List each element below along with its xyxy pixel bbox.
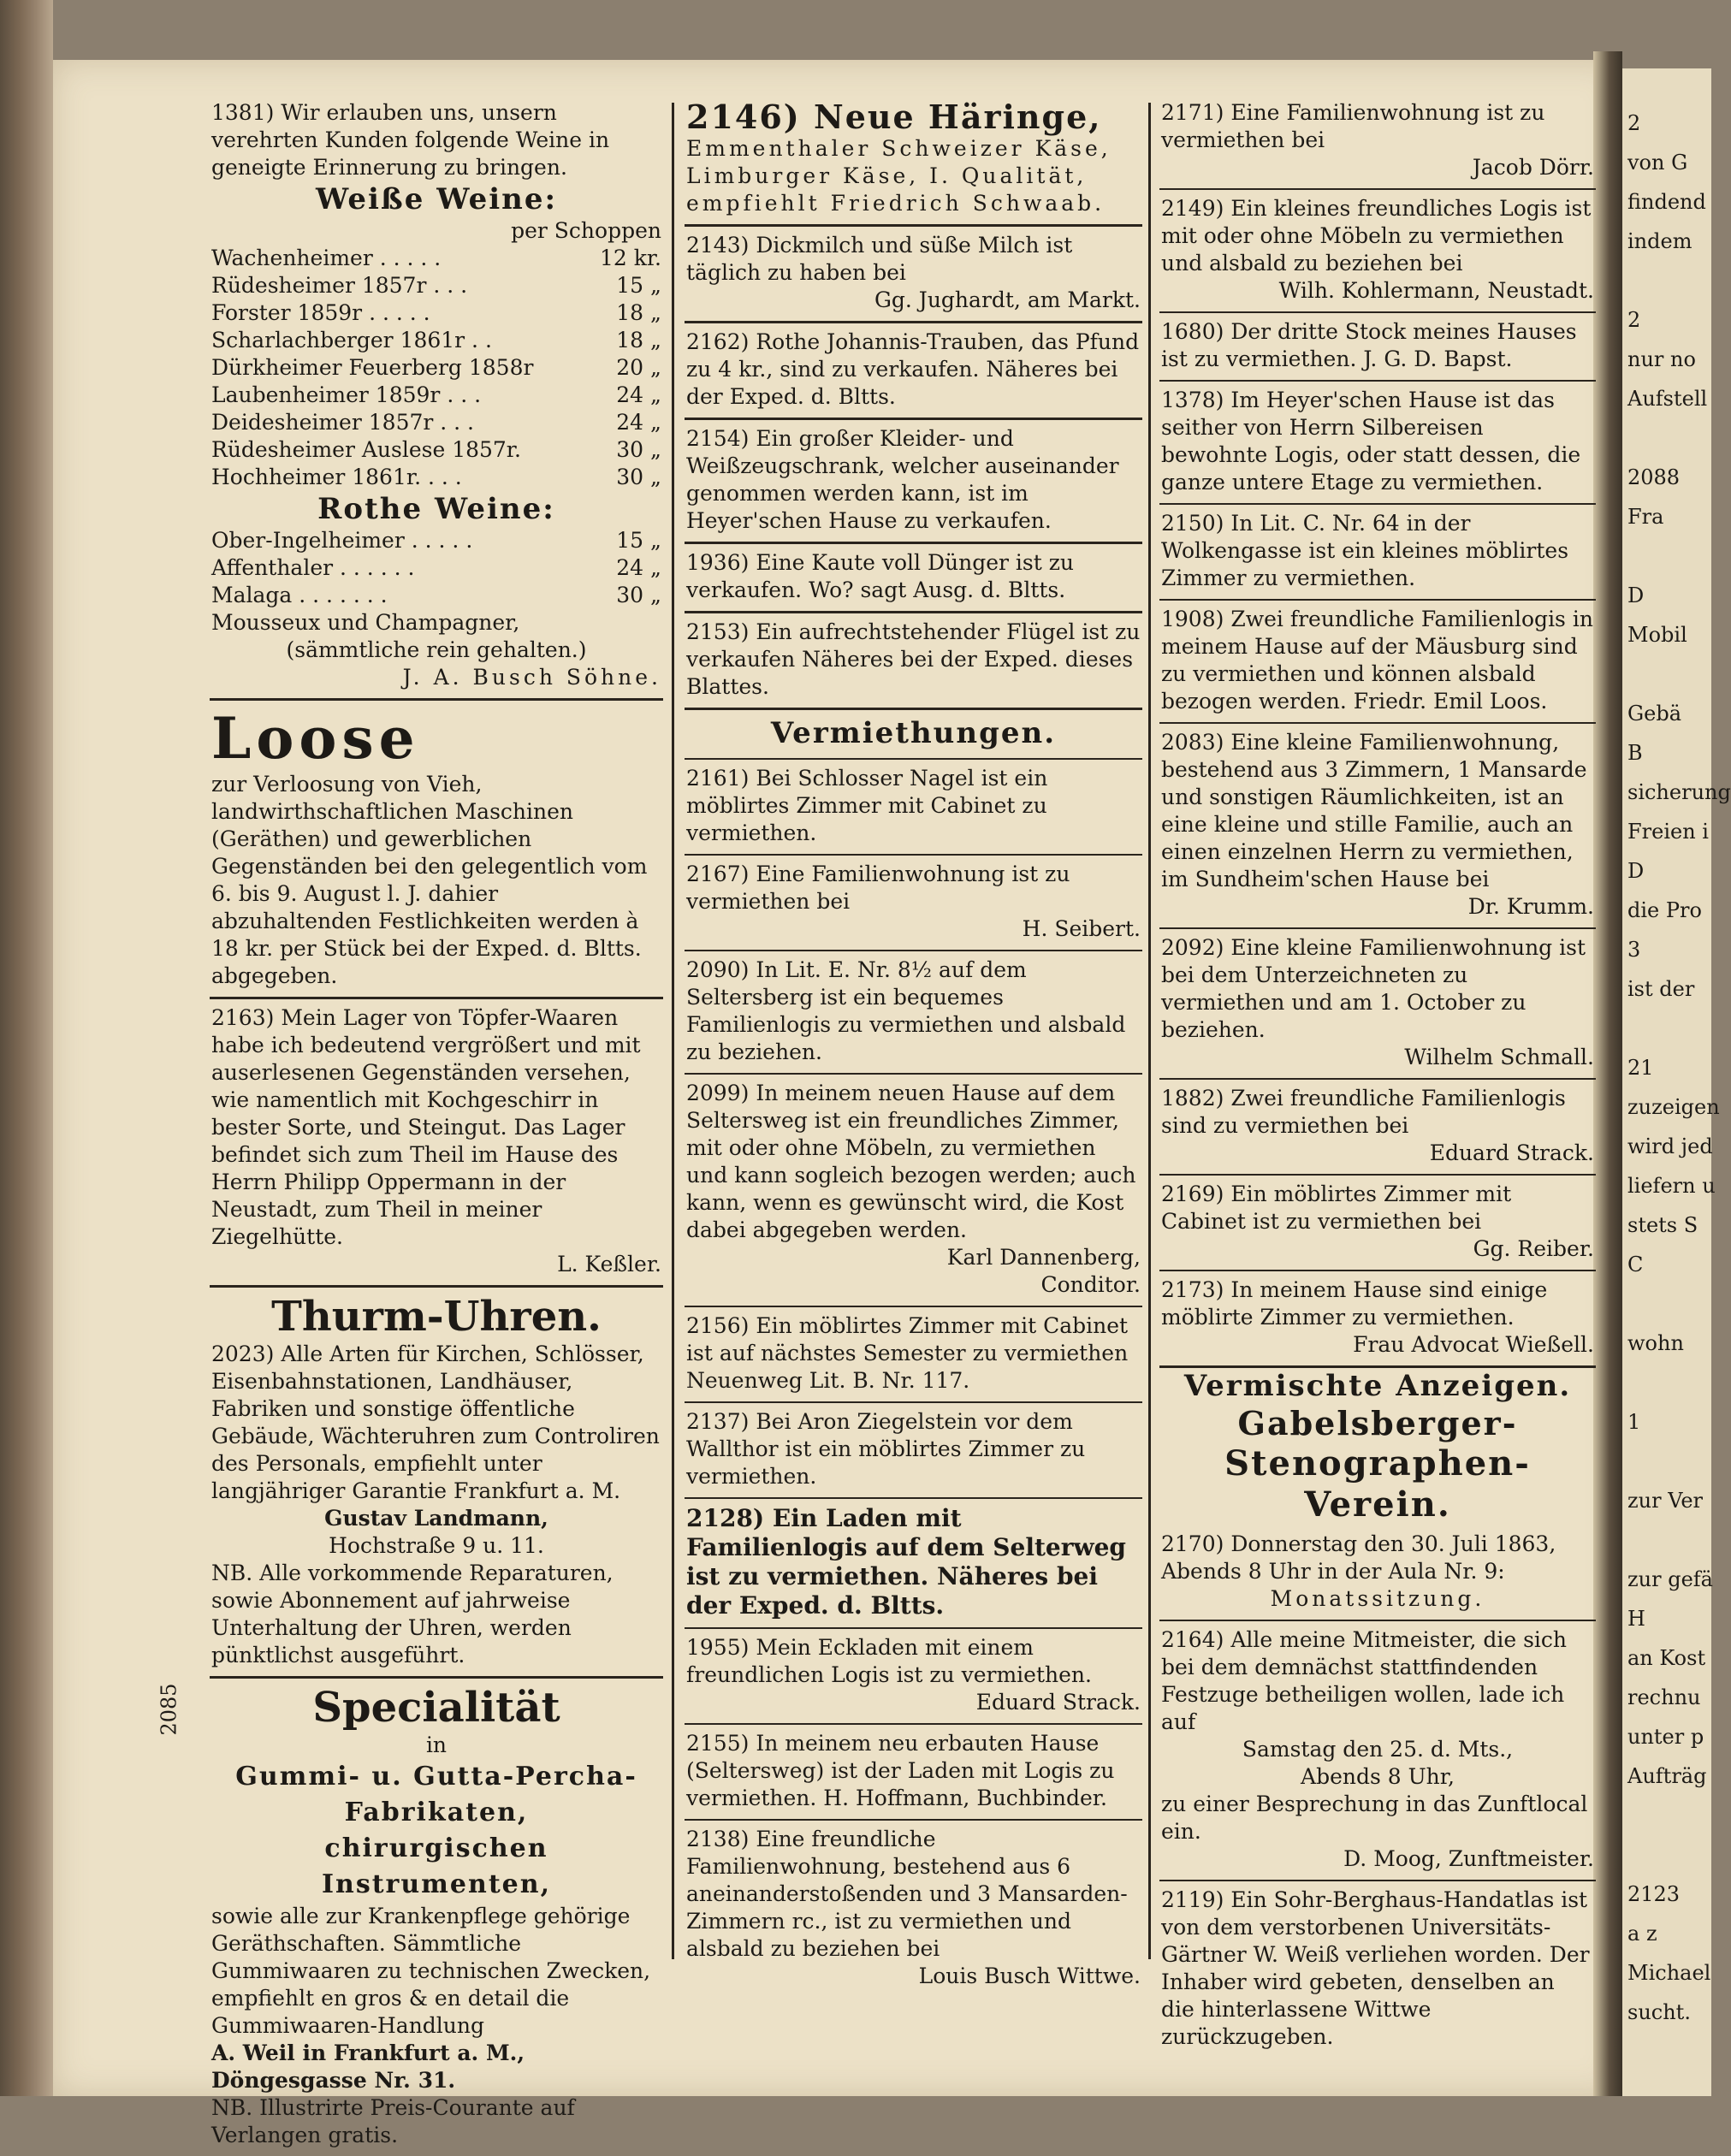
ad-signature: Wilh. Kohlermann, Neustadt. (1278, 278, 1594, 303)
ad-signature: Gg. Jughardt, am Markt. (874, 287, 1141, 312)
unit-label: per Schoppen (511, 218, 661, 243)
column-2 (685, 94, 1142, 1997)
ad-2173 (1159, 1271, 1596, 1368)
ad-text: sowie alle zur Krankenpflege gehörige Geräthschaften. Sämmtliche Gummiwaaren zu technischen Zwecken, empfiehlt en gros & en detail die Gummiwaaren-Handlung (211, 1904, 651, 2038)
right-page-line: zur gefä (1627, 1567, 1713, 1591)
right-page-line: die Pro (1627, 898, 1702, 922)
ad-note: NB. Illustrirte Preis-Courante auf Verlangen gratis. (211, 2095, 575, 2147)
ad-2128 (685, 1499, 1142, 1629)
ad-thurm-uhren (210, 1288, 663, 1679)
ad-text: 2023) Alle Arten für Kirchen, Schlösser, Eisenbahnstationen, Landhäuser, Fabriken und sonstige öffentliche Gebäude, Wächteruhren zum Controliren des Personals, empfiehlt unter langjähriger Garantie Frankfurt a. M. (211, 1342, 660, 1503)
ad-2153 (685, 613, 1142, 710)
ad-signature: Wilhelm Schmall. (1404, 1045, 1594, 1069)
ad-1908 (1159, 601, 1596, 724)
white-wine-table (211, 245, 661, 491)
right-page-line: 1 (1627, 1410, 1641, 1434)
right-page-line: Freien i (1627, 820, 1709, 844)
right-page-line: C (1627, 1253, 1644, 1276)
column-1 (157, 94, 663, 2156)
ad-text: 2153) Ein aufrechtstehender Flügel ist zu verkaufen Näheres bei der Exped. dieses Blattes. (686, 619, 1141, 699)
ad-text: 2154) Ein großer Kleider- und Weißzeugschrank, welcher auseinander genommen werden kann, ist im Heyer'schen Hause zu verkaufen. (686, 426, 1119, 533)
ad-text: zur Verloosung von Vieh, landwirthschaftlichen Maschinen (Geräthen) und gewerblichen Gegenständen bei den gelegentlich vom 6. bis 9. August l. J. dahier abzuhaltenden Festlichkeiten werden à 18 kr. per Stück bei der Exped. d. Bltts. abgegeben. (211, 772, 648, 988)
column-rule-2 (1148, 103, 1151, 1959)
ad-text: 2155) In meinem neu erbauten Hause (Seltersweg) ist der Laden mit Logis zu vermiethen. H. Hoffmann, Buchbinder. (686, 1731, 1115, 1810)
ad-signature: Dr. Krumm. (1467, 894, 1594, 919)
ad-text: 2119) Ein Sohr-Berghaus-Handatlas ist von dem verstorbenen Universitäts-Gärtner W. Weiß verliehen worden. Der Inhaber wird gebeten, denselben an die hinterlassene Wittwe zurückzugeben. (1161, 1887, 1590, 2049)
ad-text: 2164) Alle meine Mitmeister, die sich bei dem demnächst stattfindenden Festzuge betheiligen wollen, lade ich auf (1161, 1627, 1568, 1734)
table-row: Laubenheimer 1859r . . . 24 „ (211, 382, 661, 407)
right-page-line: zuzeigen (1627, 1095, 1720, 1119)
ad-signature: Eduard Strack. (1429, 1140, 1594, 1165)
ad-title: 2146) Neue Häringe, (686, 98, 1102, 136)
ad-signature: Karl Dannenberg, (946, 1245, 1141, 1270)
ad-text: 1680) Der dritte Stock meines Hauses ist zu vermiethen. J. G. D. Bapst. (1161, 319, 1577, 371)
right-page-line: indem (1627, 229, 1692, 253)
ad-text: in (425, 1732, 448, 1757)
right-page-line: wohn (1627, 1331, 1684, 1355)
table-row: Scharlachberger 1861r . . 18 „ (211, 328, 661, 352)
ad-text: Mousseux und Champagner, (211, 610, 520, 635)
ad-text: Limburger Käse, I. Qualität, (686, 163, 1088, 188)
ad-signature: Frau Advocat Wießell. (1353, 1332, 1594, 1357)
ad-text: 1908) Zwei freundliche Familienlogis in meinem Hause auf der Mäusburg sind zu vermiethen und können alsbald bezogen werden. Friedr. Emil Loos. (1161, 607, 1593, 714)
right-page-line: findend (1627, 190, 1706, 214)
ad-subtitle: Gummi- u. Gutta-Percha-Fabrikaten, (235, 1762, 637, 1827)
ad-2161 (685, 760, 1142, 856)
right-page-line: zur Ver (1627, 1489, 1704, 1513)
ad-text: 1378) Im Heyer'schen Hause ist das seither von Herrn Silbereisen bewohnte Logis, oder statt dessen, die ganze untere Etage zu vermiethen. (1161, 388, 1581, 495)
right-page-line: ist der (1627, 977, 1695, 1001)
right-page-line: stets S (1627, 1213, 1698, 1237)
ad-text: 2170) Donnerstag den 30. Juli 1863, Abends 8 Uhr in der Aula Nr. 9: (1161, 1531, 1556, 1584)
table-row: Hochheimer 1861r. . . . 30 „ (211, 465, 661, 489)
ad-2092 (1159, 929, 1596, 1080)
ad-1378 (1159, 382, 1596, 505)
ad-1882 (1159, 1080, 1596, 1176)
ad-2099 (685, 1075, 1142, 1307)
right-page-line: H (1627, 1607, 1645, 1631)
ad-text: 2173) In meinem Hause sind einige möblirte Zimmer zu vermiethen. (1161, 1277, 1548, 1330)
ad-signature: Conditor. (1040, 1272, 1141, 1297)
right-page-line: 2 (1627, 111, 1641, 135)
right-page-line: Fra (1627, 505, 1664, 529)
ad-2090 (685, 951, 1142, 1075)
right-page-line: D (1627, 859, 1645, 883)
ad-signature: L. Keßler. (557, 1252, 661, 1276)
right-page-line: an Kost (1627, 1646, 1706, 1670)
right-page-line: Michael (1627, 1961, 1711, 1985)
table-row: Malaga . . . . . . . 30 „ (211, 583, 661, 607)
table-row: Dürkheimer Feuerberg 1858r 20 „ (211, 355, 661, 380)
ad-2137 (685, 1403, 1142, 1499)
red-wine-table (211, 527, 661, 609)
right-page-line: sicherung (1627, 780, 1731, 804)
table-row: Forster 1859r . . . . . 18 „ (211, 300, 661, 325)
ad-1381-wine-list (210, 94, 663, 701)
ad-text: 2143) Dickmilch und süße Milch ist täglich zu haben bei (686, 233, 1073, 285)
right-page-line: 21 (1627, 1056, 1654, 1080)
white-wines-heading: Weiße Weine: (315, 182, 558, 216)
ad-loose (210, 701, 663, 999)
right-page-line: Aufstell (1627, 387, 1708, 411)
book-binding (0, 0, 53, 2096)
ad-text: 2090) In Lit. E. Nr. 8½ auf dem Seltersberg ist ein bequemes Familienlogis zu vermiethen und alsbald zu beziehen. (686, 957, 1126, 1064)
ad-subtitle: chirurgischen Instrumenten, (321, 1833, 552, 1899)
ad-1680 (1159, 313, 1596, 382)
right-page-line: 3 (1627, 938, 1641, 962)
ad-2169 (1159, 1176, 1596, 1271)
right-page-line: 2 (1627, 308, 1641, 332)
ad-title: Thurm-Uhren. (271, 1293, 602, 1341)
ad-2143 (685, 227, 1142, 323)
ad-2167 (685, 856, 1142, 951)
right-page-line: liefern u (1627, 1174, 1716, 1198)
ad-2083 (1159, 724, 1596, 929)
right-page-line: Mobil (1627, 623, 1687, 647)
ad-text: 2083) Eine kleine Familienwohnung, bestehend aus 3 Zimmern, 1 Mansarde und sonstigen Räumlichkeiten, ist an eine kleine und stille Familie, auch an einen einzelnen Herrn zu vermiethen, im Sundheim'schen Hause bei (1161, 730, 1587, 891)
right-page-line: von G (1627, 151, 1688, 175)
ad-text: 2167) Eine Familienwohnung ist zu vermiethen bei (686, 862, 1070, 914)
ad-text: 2099) In meinem neuen Hause auf dem Seltersweg ist ein freundliches Zimmer, mit oder ohne Möbeln, zu vermiethen und kann sogleich bezogen werden; auch kann, wenn es gewünscht wird, die Kost dabei abgegeben werden. (686, 1081, 1136, 1242)
right-page-line: nur no (1627, 347, 1696, 371)
ad-2164 (1159, 1621, 1596, 1881)
page-number: 2085 (157, 1683, 181, 1736)
ad-title: Stenographen-Verein. (1224, 1443, 1531, 1525)
right-page-line: Gebä (1627, 702, 1682, 726)
ad-2149 (1159, 190, 1596, 313)
ad-text: 2092) Eine kleine Familienwohnung ist bei dem Unterzeichneten zu vermiethen und am 1. October zu beziehen. (1161, 935, 1586, 1042)
right-page-line: a z (1627, 1922, 1657, 1946)
ad-signature: Monatssitzung. (1270, 1586, 1485, 1611)
ad-2138 (685, 1821, 1142, 1997)
ad-text: 2162) Rothe Johannis-Trauben, das Pfund zu 4 kr., sind zu verkaufen. Näheres bei der Exped. d. Bltts. (686, 329, 1140, 409)
ad-text: 2163) Mein Lager von Töpfer-Waaren habe ich bedeutend vergrößert und mit auserlesenen Gegenständen versehen, wie namentlich mit Kochgeschirr in bester Sorte, und Steingut. Das Lager befindet sich zum Theil im Hause des Herrn Philipp Oppermann in der Neustadt, zum Theil in meiner Ziegelhütte. (211, 1005, 641, 1249)
ad-text: zu einer Besprechung in das Zunftlocal ein. (1161, 1792, 1588, 1844)
ad-text: 2128) Ein Laden mit Familienlogis auf dem Selterweg ist zu vermiethen. Näheres bei der Exped. d. Bltts. (686, 1504, 1126, 1620)
ad-text: 1381) Wir erlauben uns, unsern verehrten Kunden folgende Weine in geneigte Erinnerung zu bringen. (211, 100, 610, 180)
ad-1955 (685, 1629, 1142, 1725)
ad-text: 2169) Ein möblirtes Zimmer mit Cabinet ist zu vermiethen bei (1161, 1182, 1512, 1234)
ad-text: Abends 8 Uhr, (1301, 1764, 1455, 1789)
ad-text: 2137) Bei Aron Ziegelstein vor dem Wallthor ist ein möblirtes Zimmer zu vermiethen. (686, 1409, 1086, 1489)
ad-title: Gabelsberger- (1237, 1404, 1518, 1442)
right-page-line: wird jed (1627, 1134, 1713, 1158)
ad-text: 1955) Mein Eckladen mit einem freundlichen Logis ist zu vermiethen. (686, 1635, 1092, 1687)
ad-2171 (1159, 94, 1596, 190)
table-row: Affenthaler . . . . . . 24 „ (211, 555, 661, 580)
ad-title: Loose (211, 705, 420, 772)
ad-2150 (1159, 505, 1596, 601)
ad-2146 (685, 94, 1142, 227)
ad-signature: A. Weil in Frankfurt a. M., Döngesgasse Nr. 31. (211, 2040, 525, 2093)
ad-address: Hochstraße 9 u. 11. (329, 1533, 544, 1558)
ad-text: 2171) Eine Familienwohnung ist zu vermiethen bei (1161, 100, 1545, 152)
ad-text: 2156) Ein möblirtes Zimmer mit Cabinet ist auf nächstes Semester zu vermiethen Neuenweg Lit. B. Nr. 117. (686, 1313, 1129, 1393)
ad-1936 (685, 544, 1142, 613)
section-heading: Vermischte Anzeigen. (1183, 1369, 1572, 1403)
right-page-line: rechnu (1627, 1685, 1701, 1709)
ad-title: Specialität (312, 1684, 560, 1732)
column-3 (1159, 94, 1596, 2058)
ad-text: 2161) Bei Schlosser Nagel ist ein möblirtes Zimmer mit Cabinet zu vermiethen. (686, 766, 1048, 845)
ad-text: 2149) Ein kleines freundliches Logis ist mit oder ohne Möbeln zu vermiethen und alsbald zu beziehen bei (1161, 196, 1592, 275)
column-rule-1 (672, 103, 674, 1959)
ad-signature: Jacob Dörr. (1472, 155, 1594, 180)
ad-2155 (685, 1725, 1142, 1821)
red-wines-heading: Rothe Weine: (317, 492, 555, 526)
table-row: Deidesheimer 1857r . . . 24 „ (211, 410, 661, 435)
right-page-line: B (1627, 741, 1643, 765)
right-page-line: unter p (1627, 1725, 1704, 1749)
ad-2163 (210, 999, 663, 1288)
ad-text: 1882) Zwei freundliche Familienlogis sind zu vermiethen bei (1161, 1086, 1566, 1138)
table-row: Ober-Ingelheimer . . . . . 15 „ (211, 528, 661, 553)
ad-signature: Louis Busch Wittwe. (918, 1964, 1141, 1988)
table-row: Rüdesheimer 1857r . . . 15 „ (211, 273, 661, 298)
ad-note: NB. Alle vorkommende Reparaturen, sowie Abonnement auf jahrweise Unterhaltung der Uhren, werden pünktlichst ausgeführt. (211, 1561, 614, 1667)
ad-2170 (1159, 1525, 1596, 1621)
section-heading: Vermiethungen. (770, 716, 1057, 750)
ad-text: 2150) In Lit. C. Nr. 64 in der Wolkengasse ist ein kleines möblirtes Zimmer zu vermiethen. (1161, 511, 1569, 590)
ad-signature: Eduard Strack. (975, 1690, 1141, 1715)
ad-signature: J. A. Busch Söhne. (402, 665, 661, 690)
ad-specialitaet (157, 1679, 663, 2156)
ad-text: empfiehlt Friedrich Schwaab. (686, 191, 1106, 216)
ad-text: Samstag den 25. d. Mts., (1242, 1737, 1514, 1762)
ad-text: Emmenthaler Schweizer Käse, (686, 136, 1112, 161)
ad-text: 2138) Eine freundliche Familienwohnung, bestehend aus 6 aneinanderstoßenden und 3 Mansarden-Zimmern rc., ist zu vermiethen und alsbald zu beziehen bei (686, 1827, 1128, 1961)
page-gutter (1593, 51, 1622, 2096)
ad-signature: D. Moog, Zunftmeister. (1343, 1846, 1594, 1871)
ad-signature: H. Seibert. (1022, 916, 1141, 941)
ad-2156 (685, 1307, 1142, 1403)
right-page-line: sucht. (1627, 2000, 1691, 2024)
right-page-line: 2123 (1627, 1882, 1681, 1906)
right-page-line: D (1627, 583, 1645, 607)
ad-2154 (685, 420, 1142, 544)
ad-2162 (685, 323, 1142, 420)
right-page-line: Aufträg (1627, 1764, 1707, 1788)
right-page-line: 2088 (1627, 465, 1681, 489)
ad-text: 1936) Eine Kaute voll Dünger ist zu verkaufen. Wo? sagt Ausg. d. Bltts. (686, 550, 1075, 602)
ad-signature: Gustav Landmann, (324, 1506, 548, 1531)
right-page-fragment (1622, 68, 1731, 2096)
ad-text: (sämmtliche rein gehalten.) (286, 637, 587, 662)
ad-signature: Gg. Reiber. (1473, 1236, 1594, 1261)
table-row: Rüdesheimer Auslese 1857r. 30 „ (211, 437, 661, 462)
table-row: Wachenheimer . . . . . 12 kr. (211, 246, 661, 270)
ad-2119 (1159, 1881, 1596, 2058)
section-vermiethungen (685, 710, 1142, 760)
